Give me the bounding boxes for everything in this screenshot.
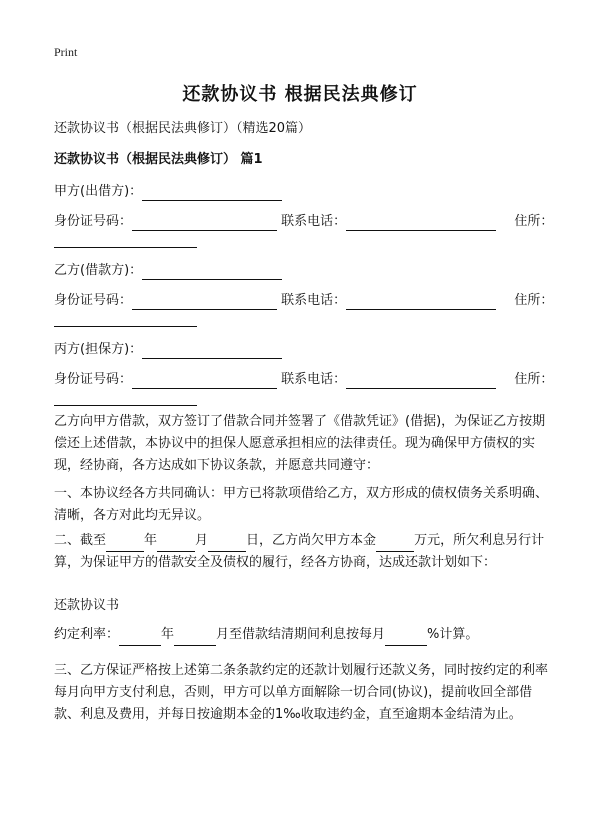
agreement-label: 还款协议书 <box>54 598 120 613</box>
party-c-name-field[interactable] <box>142 344 282 359</box>
id-label: 身份证号码： <box>54 293 133 308</box>
phone-label: 联系电话： <box>281 293 347 308</box>
party-b-label: 乙方(借款方)： <box>54 263 143 278</box>
interest-rate-line <box>54 624 554 646</box>
address-label: 住所： <box>514 214 554 229</box>
rate-year-field[interactable] <box>119 631 161 646</box>
clause-two-day: 日，乙方尚欠甲方本金 <box>246 533 377 548</box>
party-c-id-field[interactable] <box>132 374 277 389</box>
party-b-id-row <box>54 292 553 310</box>
clause-two-year: 年 <box>144 533 158 548</box>
party-c-row <box>54 341 282 359</box>
rate-percent-field[interactable] <box>385 631 427 646</box>
phone-label: 联系电话： <box>281 372 347 387</box>
print-label: Print <box>54 45 78 59</box>
party-b-address-field[interactable] <box>54 312 197 327</box>
party-a-id-field[interactable] <box>132 216 277 231</box>
clause-two-year-field[interactable] <box>106 537 144 552</box>
clause-two-prefix: 二、截至 <box>54 533 107 548</box>
id-label: 身份证号码： <box>54 372 133 387</box>
party-a-phone-field[interactable] <box>346 216 496 231</box>
clause-two-month-field[interactable] <box>157 537 195 552</box>
party-c-label: 丙方(担保方)： <box>54 342 143 357</box>
clause-three: 三、乙方保证严格按上述第二条条款约定的还款计划履行还款义务，同时按约定的利率每月向甲方支付利息，否则，甲方可以单方面解除一切合同(协议)，提前收回全部借款、利息及费用，并每日按逾期本金的1‰收取违约金，直至逾期本金结清为止。 <box>54 663 549 722</box>
party-a-address-row <box>54 230 197 248</box>
interest-rate-prefix: 约定利率： <box>54 627 120 642</box>
party-c-address-row <box>54 388 197 406</box>
rate-mid: 月至借款结清期间利息按每月 <box>216 627 386 642</box>
party-a-id-row <box>54 213 553 231</box>
party-c-phone-field[interactable] <box>346 374 496 389</box>
rate-suffix: %计算。 <box>427 627 479 642</box>
party-a-address-field[interactable] <box>54 233 197 248</box>
party-b-name-field[interactable] <box>142 265 282 280</box>
clause-two-month: 月 <box>195 533 209 548</box>
party-a-label: 甲方(出借方)： <box>54 184 143 199</box>
party-b-phone-field[interactable] <box>346 295 496 310</box>
party-c-id-row <box>54 371 553 389</box>
rate-month-field[interactable] <box>174 631 216 646</box>
clause-two-rest: 万元，所欠利息另行计算，为保证甲方的借款安全及债权的履行，经各方协商，达成还款计划如下： <box>54 533 545 570</box>
party-a-name-field[interactable] <box>142 186 282 201</box>
clause-two <box>54 530 554 574</box>
party-c-address-field[interactable] <box>54 391 197 406</box>
address-label: 住所： <box>514 293 554 308</box>
party-b-row <box>54 262 282 280</box>
party-b-address-row <box>54 309 197 327</box>
party-a-row <box>54 183 282 201</box>
party-b-id-field[interactable] <box>132 295 277 310</box>
section-heading: 还款协议书（根据民法典修订） 篇1 <box>54 152 263 167</box>
rate-year: 年 <box>161 627 175 642</box>
page-title: 还款协议书 根据民法典修订 <box>182 84 418 105</box>
clause-one: 一、本协议经各方共同确认：甲方已将款项借给乙方，双方形成的债权债务关系明确、清晰，各方对此均无异议。 <box>54 486 549 523</box>
phone-label: 联系电话： <box>281 214 347 229</box>
subtitle: 还款协议书（根据民法典修订）（精选20篇） <box>54 121 312 136</box>
clause-two-day-field[interactable] <box>208 537 246 552</box>
clause-two-amount-field[interactable] <box>376 537 414 552</box>
intro-paragraph: 乙方向甲方借款，双方签订了借款合同并签署了《借款凭证》(借据)，为保证乙方按期偿还上述借款，本协议中的担保人愿意承担相应的法律责任。现为确保甲方债权的实现，经协商，各方达成如下协议条款，并愿意共同遵守： <box>54 414 546 473</box>
address-label: 住所： <box>514 372 554 387</box>
id-label: 身份证号码： <box>54 214 133 229</box>
